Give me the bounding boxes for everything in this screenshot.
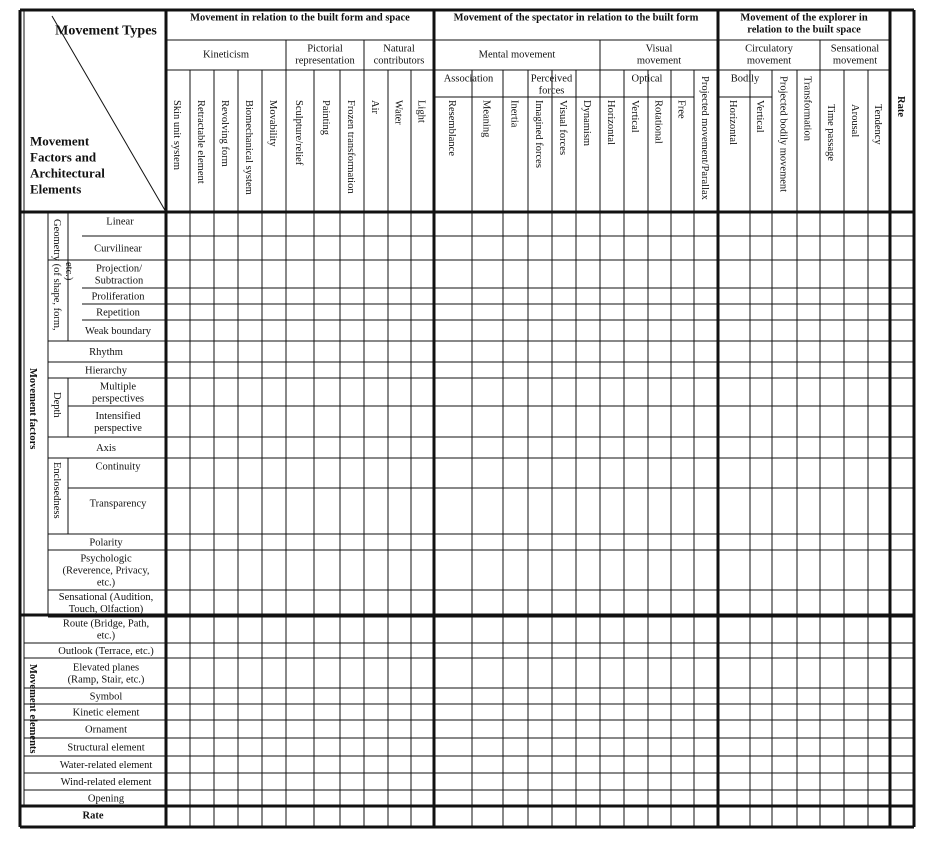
column-header: Horizontal: [727, 100, 738, 145]
row-label: [58, 646, 154, 657]
subgroup-header: [479, 50, 556, 61]
row-label: [59, 592, 154, 615]
subgroup-header: [745, 44, 794, 67]
row-label-line: Ornament: [85, 724, 127, 736]
row-label: [89, 538, 123, 549]
column-header: Retractable element: [195, 100, 206, 184]
subgroup-header-line: representation: [295, 55, 355, 67]
row-label-line: Axis: [96, 443, 116, 454]
row-label-line: Wind-related element: [60, 777, 152, 788]
row-label-line: Opening: [87, 793, 125, 805]
subsubgroup-header: [632, 74, 663, 85]
row-label-line: Projection/: [95, 263, 143, 275]
column-header: Time passage: [825, 104, 836, 162]
subgroup-header: [831, 44, 879, 67]
column-header: Imagined forces: [533, 100, 544, 168]
row-label: [92, 382, 144, 405]
column-header: Vertical: [629, 100, 640, 133]
group-header: [454, 13, 699, 24]
row-label: [90, 499, 148, 510]
corner-bottom-label-line: Elements: [30, 181, 82, 197]
rate-row-label-line: Rate: [82, 810, 104, 822]
row-label-line: Linear: [106, 216, 134, 228]
row-label: [90, 692, 123, 703]
subgroup-header: [295, 44, 355, 67]
column-header: Projected movement/Parallax: [699, 76, 710, 200]
row-label-line: Touch, Olfaction): [68, 604, 144, 615]
subgroup-header-line: movement: [832, 55, 878, 67]
row-label-line: Subtraction: [94, 275, 144, 287]
column-header: Biomechanical system: [243, 100, 254, 195]
column-header: Light: [415, 100, 427, 123]
row-label: [73, 708, 140, 719]
corner-bottom-label-line: Architectural: [30, 165, 105, 181]
side-label-geometry: etc.): [63, 262, 74, 281]
subsubgroup-header-line: Optical: [631, 73, 663, 85]
row-label-line: Continuity: [95, 461, 141, 473]
row-label-line: etc.): [96, 577, 116, 589]
subgroup-header-line: movement: [746, 55, 792, 67]
column-header: Painting: [320, 100, 331, 136]
row-label-line: Weak boundary: [85, 326, 151, 337]
subgroup-header: [637, 44, 681, 67]
column-header: Air: [369, 100, 380, 114]
row-label: [96, 308, 140, 319]
side-label-depth: Depth: [51, 392, 62, 418]
subsubgroup-header-line: forces: [538, 85, 565, 97]
column-header: Revolving form: [219, 100, 230, 167]
row-label-line: Route (Bridge, Path,: [62, 618, 150, 630]
column-header: Skin unit system: [171, 100, 182, 171]
column-header: Sculpture/relief: [293, 100, 304, 166]
group-header: [740, 13, 867, 36]
column-header: Resemblance: [446, 100, 457, 156]
row-label-line: Proliferation: [91, 291, 145, 303]
subgroup-header-line: Visual: [645, 43, 673, 55]
corner-bottom-label: [30, 134, 105, 197]
row-label-line: Repetition: [96, 307, 140, 319]
row-label: [89, 347, 123, 358]
row-label-line: Multiple: [99, 381, 137, 393]
row-label: [68, 663, 145, 686]
row-label: [85, 326, 152, 337]
row-label-line: Elevated planes: [72, 662, 140, 674]
corner-bottom-label-line: Factors and: [30, 149, 97, 165]
row-label: [63, 619, 149, 642]
column-header: Inertia: [508, 100, 520, 128]
column-header: Transformation: [801, 76, 813, 141]
table-labels: [27, 13, 906, 822]
side-label-movement-factors: Movement factors: [27, 368, 38, 450]
column-header: Arousal: [849, 104, 860, 138]
row-label: [94, 411, 142, 434]
group-header-line: Movement of the spectator in relation to the built form: [453, 12, 699, 24]
row-label-line: etc.): [96, 630, 116, 642]
side-label-enclosedness: Enclosedness: [51, 462, 62, 519]
corner-top-label: [55, 24, 157, 39]
row-label-line: perspectives: [92, 393, 144, 405]
row-label: [85, 366, 128, 377]
row-label-line: (Ramp, Stair, etc.): [67, 674, 145, 686]
row-label: [85, 725, 127, 736]
subgroup-header-line: Mental movement: [478, 49, 556, 61]
group-header-line: Movement of the explorer in: [740, 12, 868, 24]
row-label-line: perspective: [94, 423, 142, 434]
row-label-line: Water-related element: [59, 760, 153, 771]
row-label-line: Sensational (Audition,: [58, 592, 154, 603]
column-header: Rotational: [652, 100, 664, 144]
row-label-line: (Reverence, Privacy,: [62, 565, 150, 577]
row-label-line: Outlook (Terrace, etc.): [58, 646, 154, 657]
row-label: [91, 292, 145, 303]
column-header: Projected bodily movement: [777, 76, 789, 193]
column-header: Movability: [267, 100, 278, 147]
row-label-line: Polarity: [89, 537, 123, 549]
corner-bottom-label-line: Movement: [30, 133, 90, 149]
group-header: [190, 13, 410, 24]
row-label: [94, 244, 142, 255]
column-header: Horizontal: [605, 100, 616, 145]
column-header: Free: [675, 100, 687, 119]
subgroup-header: [203, 50, 249, 61]
row-label: [106, 217, 134, 228]
subsubgroup-header: [444, 74, 494, 85]
row-label-line: Psychologic: [80, 553, 132, 565]
column-header: Vertical: [754, 100, 765, 133]
subsubgroup-header-line: Bodily: [730, 73, 760, 85]
corner-top-label-line: Movement Types: [55, 23, 157, 39]
row-label: [60, 760, 153, 771]
column-header: Visual forces: [557, 100, 568, 156]
row-label-line: Rhythm: [89, 347, 123, 358]
subgroup-header-line: Pictorial: [307, 43, 343, 55]
column-header: Tendency: [872, 104, 883, 145]
rate-row-label: [83, 811, 104, 822]
subgroup-header-line: Natural: [383, 43, 415, 55]
row-label-line: Symbol: [89, 691, 123, 703]
subgroup-header: [374, 44, 425, 67]
row-label-line: Structural element: [67, 742, 145, 754]
row-label-line: Curvilinear: [94, 243, 142, 255]
subsubgroup-header: [531, 74, 573, 97]
subsubgroup-header-line: Perceived: [530, 73, 573, 85]
row-label: [61, 777, 152, 788]
column-header: Frozen transformation: [345, 100, 356, 194]
row-label: [62, 554, 149, 589]
row-label-line: Hierarchy: [85, 365, 127, 377]
row-label-line: Intensified: [95, 411, 141, 422]
column-header: Meaning: [480, 100, 492, 138]
row-label-line: Kinetic element: [72, 707, 140, 719]
column-header: Dynamism: [581, 100, 592, 147]
rate-column-header: Rate: [895, 96, 906, 117]
side-label-geometry: Geometry (of shape, form,: [51, 219, 62, 331]
row-label-line: Transparency: [89, 498, 147, 510]
side-label-movement-elements: Movement elements: [27, 664, 38, 754]
group-header-line: relation to the built space: [747, 24, 861, 36]
row-label: [96, 462, 142, 473]
subgroup-header-line: movement: [636, 55, 682, 67]
row-label: [88, 794, 125, 805]
column-header: Water: [392, 100, 404, 125]
row-label: [67, 743, 144, 754]
subsubgroup-header: [731, 74, 760, 85]
subgroup-header-line: Sensational: [830, 43, 880, 55]
subgroup-header-line: Circulatory: [745, 43, 793, 55]
subgroup-header-line: Kineticism: [202, 49, 250, 61]
group-header-line: Movement in relation to the built form and space: [190, 12, 410, 24]
row-label: [96, 443, 116, 454]
subsubgroup-header-line: Association: [443, 73, 494, 85]
subgroup-header-line: contributors: [373, 55, 425, 67]
row-label: [95, 264, 144, 287]
